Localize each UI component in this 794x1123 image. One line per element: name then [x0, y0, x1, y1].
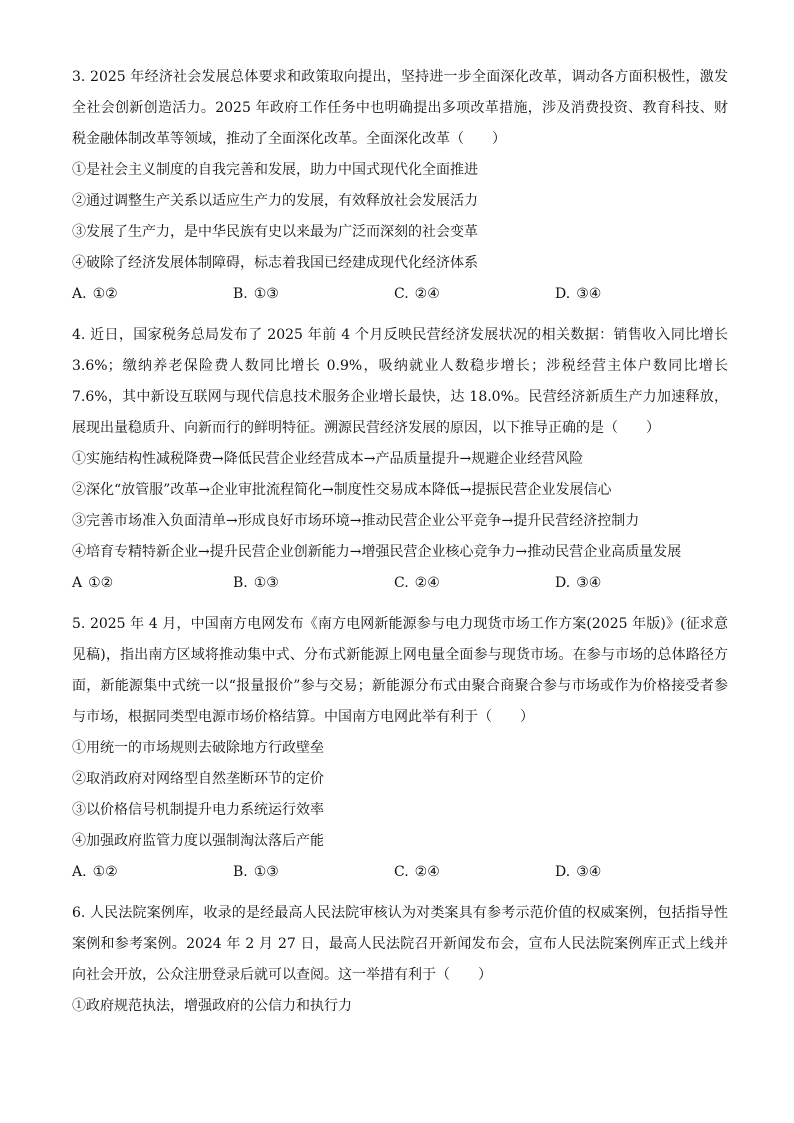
option-letter: C.: [394, 575, 409, 591]
option-text: ③④: [576, 864, 602, 880]
option-letter: D.: [555, 864, 571, 880]
statement-3: ③发展了生产力，是中华民族有史以来最为广泛而深刻的社会变革: [72, 224, 478, 240]
statement-3: ③完善市场准入负面清单→形成良好市场环境→推动民营企业公平竞争→提升民营经济控制力: [72, 513, 640, 529]
option-letter: D.: [555, 286, 571, 302]
question-stem: 5. 2025 年 4 月，中国南方电网发布《南方电网新能源参与电力现货市场工作方案(2025 年版)》(征求意见稿)，指出南方区域将推动集中式、分布式新能源上网电量全面参与现货市场。在参与市场的总体路径方面，新能源集中式统一以“报量报价”参与交易；新能源分布式由聚合商聚合参与市场或作为价格接受者参与市场，根据同类型电源市场价格结算。中国南方电网此举有利于（ ）: [72, 616, 728, 725]
option-text: ①③: [253, 575, 279, 591]
option-letter: C.: [394, 286, 409, 302]
option-d[interactable]: [555, 568, 716, 599]
option-b[interactable]: [233, 279, 394, 310]
statement-4: ④培育专精特新企业→提升民营企业创新能力→增强民营企业核心竞争力→推动民营企业高质量发展: [72, 544, 682, 560]
statement-2: ②通过调整生产关系以适应生产力的发展，有效释放社会发展活力: [72, 193, 478, 209]
answer-options: [72, 279, 728, 310]
question-stem: 3. 2025 年经济社会发展总体要求和政策取向提出，坚持进一步全面深化改革，调动各方面积极性，激发全社会创新创造活力。2025 年政府工作任务中也明确提出多项改革措施，涉及消费投资、教育科技、财税金融体制改革等领域，推动了全面深化改革。全面深化改革（ ）: [72, 69, 728, 147]
answer-options: [72, 568, 728, 599]
option-b[interactable]: [233, 568, 394, 599]
statement-1: ①是社会主义制度的自我完善和发展，助力中国式现代化全面推进: [72, 162, 478, 178]
question-3: [72, 62, 728, 310]
option-text: ①③: [253, 286, 279, 302]
option-b[interactable]: [233, 857, 394, 888]
statement-1: ①实施结构性减税降费→降低民营企业经营成本→产品质量提升→规避企业经营风险: [72, 451, 584, 467]
question-stem: 6. 人民法院案例库，收录的是经最高人民法院审核认为对类案具有参考示范价值的权威案例，包括指导性案例和参考案例。2024 年 2 月 27 日，最高人民法院召开新闻发布会，宣布人民法院案例库正式上线并向社会开放，公众注册登录后就可以查阅。这一举措有利于（ ）: [72, 905, 728, 983]
option-a[interactable]: [72, 568, 233, 599]
option-letter: B.: [233, 575, 248, 591]
option-c[interactable]: [394, 568, 555, 599]
option-letter: A.: [72, 864, 87, 880]
option-text: ③④: [576, 286, 602, 302]
answer-options: [72, 857, 728, 888]
statement-2: ②深化“放管服”改革→企业审批流程简化→制度性交易成本降低→提振民营企业发展信心: [72, 482, 612, 498]
statement-1: ①政府规范执法，增强政府的公信力和执行力: [72, 998, 352, 1014]
statement-1: ①用统一的市场规则去破除地方行政壁垒: [72, 740, 324, 756]
option-text: ②④: [414, 575, 440, 591]
option-text: ②④: [414, 864, 440, 880]
document-page: [72, 62, 728, 1032]
option-text: ①②: [92, 286, 118, 302]
statement-3: ③以价格信号机制提升电力系统运行效率: [72, 802, 324, 818]
option-letter: B.: [233, 286, 248, 302]
statement-2: ②取消政府对网络型自然垄断环节的定价: [72, 771, 324, 787]
option-letter: C.: [394, 864, 409, 880]
option-text: ②④: [414, 286, 440, 302]
question-stem: 4. 近日，国家税务总局发布了 2025 年前 4 个月反映民营经济发展状况的相关数据：销售收入同比增长 3.6%；缴纳养老保险费人数同比增长 0.9%，吸纳就业人数稳步增长；涉税经营主体户数同比增长 7.6%，其中新设互联网与现代信息技术服务企业增长最快，达 18.0%。民营经济新质生产力加速释放，展现出量稳质升、向新而行的鲜明特征。溯源民营经济发展的原因，以下推导正确的是（ ）: [72, 327, 728, 436]
option-a[interactable]: [72, 857, 233, 888]
option-d[interactable]: [555, 279, 716, 310]
question-5: [72, 609, 728, 888]
statement-4: ④加强政府监管力度以强制淘汰落后产能: [72, 833, 324, 849]
option-letter: A: [72, 575, 83, 591]
option-letter: A.: [72, 286, 87, 302]
question-6: [72, 898, 728, 1022]
option-text: ①②: [92, 864, 118, 880]
option-text: ①②: [88, 575, 114, 591]
option-d[interactable]: [555, 857, 716, 888]
option-letter: D.: [555, 575, 571, 591]
option-text: ③④: [576, 575, 602, 591]
question-4: [72, 320, 728, 599]
option-a[interactable]: [72, 279, 233, 310]
statement-4: ④破除了经济发展体制障碍，标志着我国已经建成现代化经济体系: [72, 255, 478, 271]
option-c[interactable]: [394, 279, 555, 310]
option-letter: B.: [233, 864, 248, 880]
option-c[interactable]: [394, 857, 555, 888]
option-text: ①③: [253, 864, 279, 880]
